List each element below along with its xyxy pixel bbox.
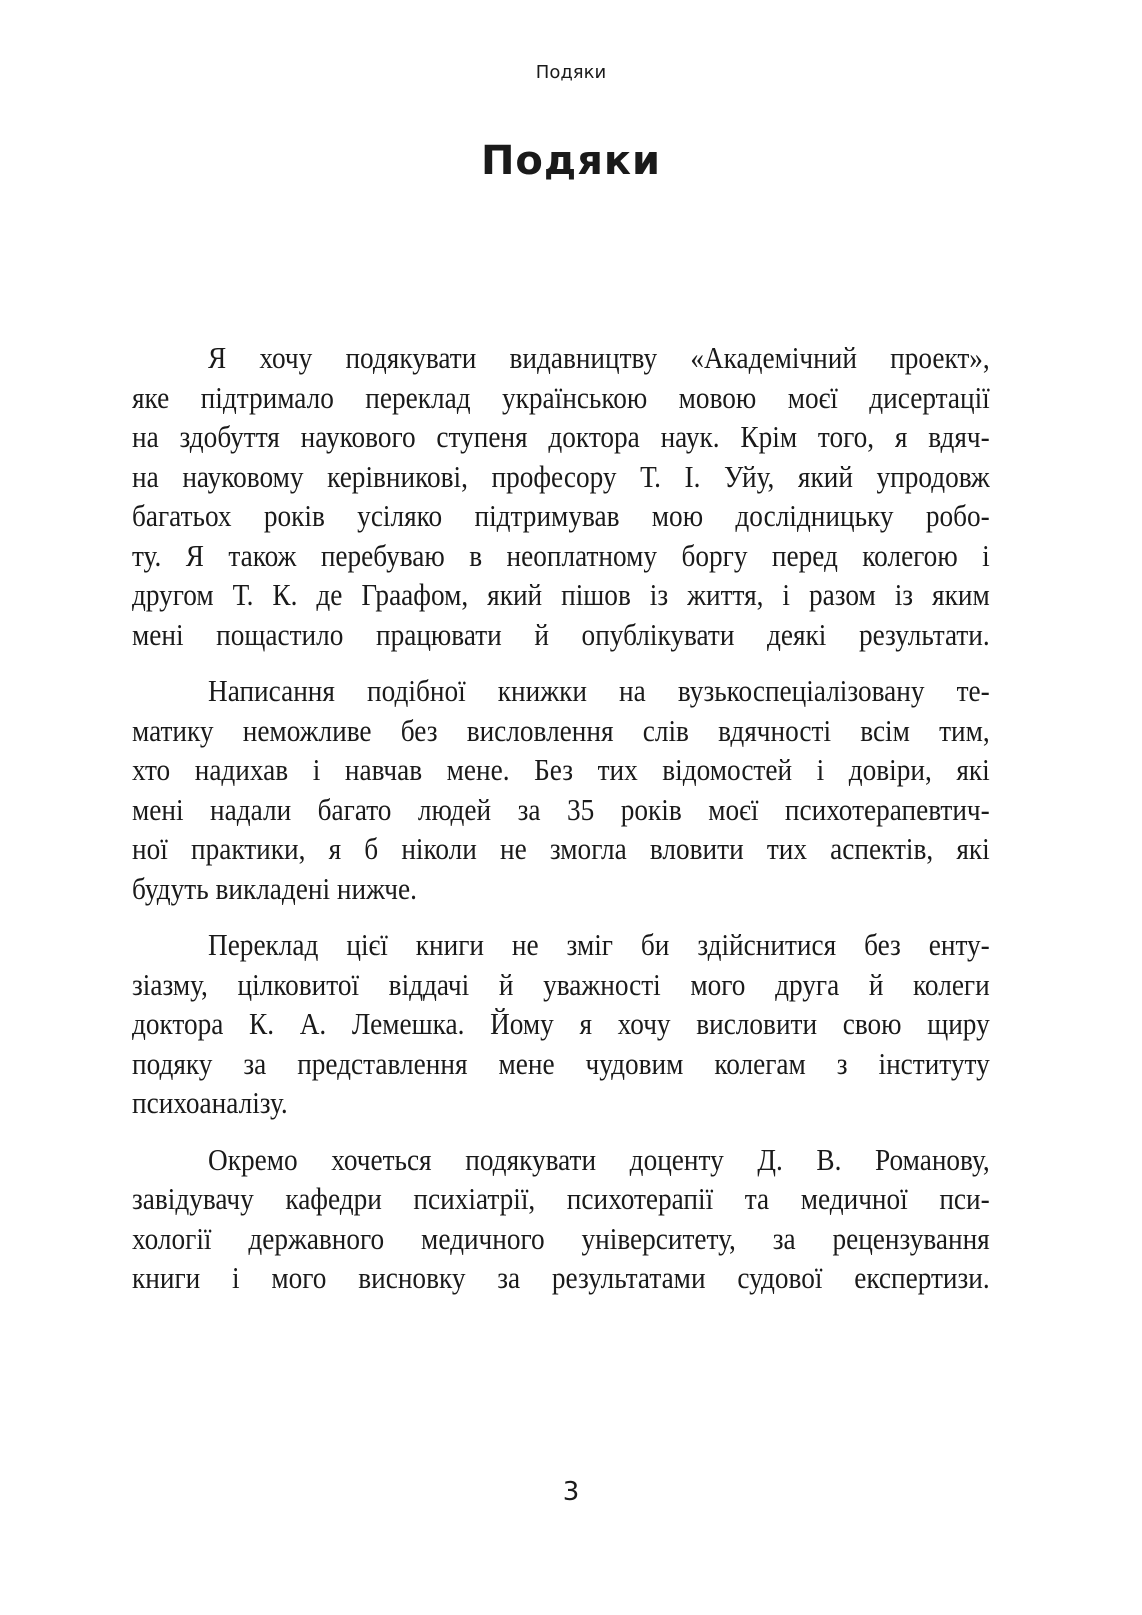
text-line — [132, 378, 990, 418]
text-line — [132, 1044, 990, 1084]
line-text: яке підтримало переклад українською мовою моєї дисертації — [132, 379, 990, 415]
line-text: Окремо хочеться подякувати доценту Д. В. Романову, — [208, 1141, 990, 1177]
text-line — [132, 338, 990, 378]
line-text: зіазму, цілковитої віддачі й уважності мого друга й колеги — [132, 966, 990, 1002]
line-text: багатьох років усіляко підтримував мою дослідницьку робо- — [132, 498, 990, 533]
text-line — [132, 790, 990, 830]
paragraph-3 — [132, 925, 990, 1123]
text-line — [132, 965, 990, 1005]
paragraph-2 — [132, 671, 990, 908]
page-number: 3 — [562, 1477, 580, 1507]
text-line — [132, 457, 990, 497]
line-text: матику неможливе без висловлення слів вдячності всім тим, — [132, 712, 990, 748]
text-line — [132, 671, 990, 711]
line-text: на здобуття наукового ступеня доктора наук. Крім того, я вдяч- — [132, 419, 990, 454]
line-text: на науковому керівникові, професору Т. І. Уйу, який упродовж — [132, 458, 990, 494]
line-text: Переклад цієї книги не зміг би здійснитися без енту- — [208, 927, 990, 962]
text-line — [132, 1258, 990, 1298]
text-line — [132, 575, 990, 615]
text-line — [132, 1219, 990, 1259]
text-line — [132, 711, 990, 751]
paragraph-4 — [132, 1140, 990, 1298]
line-text: подяку за представлення мене чудовим колегам з інституту — [132, 1045, 990, 1081]
line-text: хології державного медичного університету, за рецензування — [132, 1220, 990, 1256]
line-text: ту. Я також перебуваю в неоплатному боргу перед колегою і — [132, 537, 990, 573]
page-title: Подяки — [480, 138, 662, 184]
line-text: доктора К. А. Лемешка. Йому я хочу висловити свою щиру — [132, 1006, 990, 1041]
text-line — [132, 750, 990, 790]
text-line — [132, 1004, 990, 1044]
text-line — [132, 1140, 990, 1180]
line-text: другом Т. К. де Граафом, який пішов із життя, і разом із яким — [132, 577, 990, 612]
line-text: книги і мого висновку за результатами судової експертизи. — [132, 1260, 990, 1295]
line-text: завідувачу кафедри психіатрії, психотерапії та медичної пси- — [132, 1181, 990, 1216]
line-text: будуть викладені нижче. — [132, 870, 417, 906]
line-text: ної практики, я б ніколи не змогла вловити тих аспектів, які — [132, 831, 990, 866]
line-text: мені надали багато людей за 35 років моєї психотерапевтич- — [132, 791, 990, 827]
text-line — [132, 417, 990, 457]
body-text — [132, 338, 990, 1315]
text-line — [132, 925, 990, 965]
text-line — [132, 615, 990, 655]
text-line — [132, 869, 990, 909]
line-text: мені пощастило працювати й опублікувати деякі результати. — [132, 616, 990, 652]
text-line — [132, 536, 990, 576]
running-header: Подяки — [535, 62, 607, 83]
text-line — [132, 1179, 990, 1219]
line-text: психоаналізу. — [132, 1085, 288, 1120]
text-line — [132, 1083, 990, 1123]
line-text: Я хочу подякувати видавництву «Академічний проект», — [208, 340, 990, 375]
text-line — [132, 829, 990, 869]
line-text: Написання подібної книжки на вузькоспеціалізовану те- — [208, 673, 990, 708]
text-line — [132, 496, 990, 536]
line-text: хто надихав і навчав мене. Без тих відомостей і довіри, які — [132, 752, 990, 787]
paragraph-1 — [132, 338, 990, 654]
